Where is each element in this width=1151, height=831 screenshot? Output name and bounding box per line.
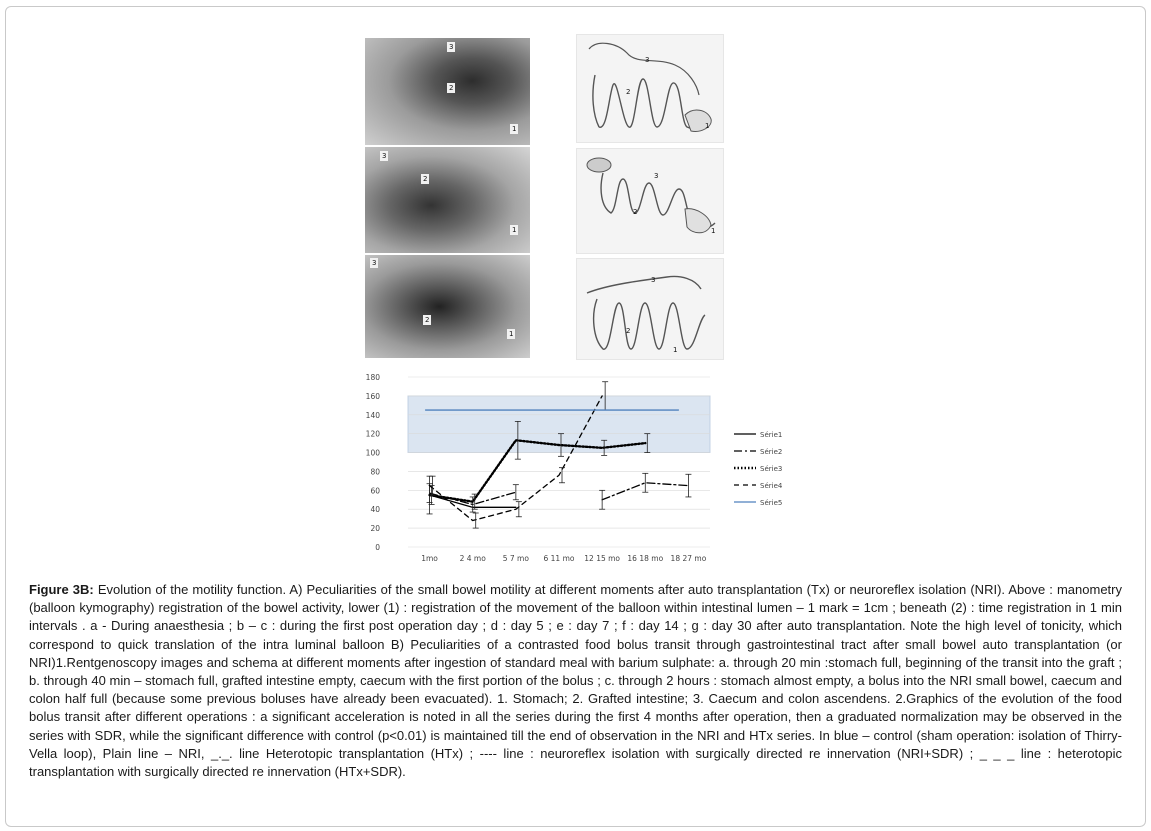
caption-label: Figure 3B: bbox=[29, 582, 94, 597]
caption-text: Evolution of the motility function. A) Peculiarities of the small bowel motility at different moments after auto transplantation (Tx) or neuroreflex isolation (NRI). Above : manometry (balloon kymography) registration of the bowel activity, lower (1) : registration of the movement of the balloon within intestinal lumen – 1 mark = 1cm ; beneath (2) : time registration in 1 min intervals . a - During anaesthesia ; b – c : during the first post operation day ; d : day 5 ; e : day 7 ; f : day 14 ; g : day 30 after auto transplantation. Note the high level of tonicity, which correspond to quick translation of the intra luminal balloon B) Peculiarities of a contrasted food bolus transit through gastrointestinal tract after small bowel auto transplantation (or NRI)1.Rentgenoscopy images and schema at different moments after ingestion of standard meal with barium sulphate: a. through 20 min :stomach full, beginning of the transit into the graft ; b. through 40 min – stomach full, grafted intestine empty, caecum with the first portion of the bolus ; c. through 2 hours : stomach almost empty, a bolus into the NRI small bowel, caecum and colon half full (because some previous boluses have already been evacuated). 1. Stomach; 2. Grafted intestine; 3. Caecum and colon ascendens. 2.Graphics of the evolution of the food bolus transit after different operations : a significant acceleration is noted in all the series during the first 4 months after operation, then a graduated normalization may be observed in the series with SDR, while the significant difference with control (p<0.01) is maintained till the end of observation in the NRI and HTx series. In blue – control (sham operation: isolation of Thirry-Vella loop), Plain line – NRI, _._. line Heterotopic transplantation (HTx) ; ---- line : neuroreflex isolation with surgically directed re innervation (NRI+SDR) ; _ _ _ line : heterotopic transplantation with surgically directed re innervation (HTx+SDR). bbox=[29, 582, 1122, 780]
label-stomach: 1 bbox=[512, 125, 517, 133]
schema-drawing-c bbox=[576, 258, 724, 360]
xray-image-b bbox=[365, 147, 530, 253]
y-tick-label: 100 bbox=[365, 448, 380, 458]
transit-chart bbox=[358, 366, 798, 566]
label-stomach: 1 bbox=[512, 226, 517, 234]
legend-label-série3: Série3 bbox=[760, 465, 783, 473]
schema-label-caecum: 3 bbox=[645, 56, 650, 64]
schema-label-graft: 2 bbox=[633, 208, 638, 216]
y-tick-label: 80 bbox=[370, 467, 380, 477]
schema-a-svg bbox=[577, 35, 723, 142]
schema-c-svg bbox=[577, 259, 723, 359]
legend-label-série1: Série1 bbox=[760, 431, 783, 439]
x-tick-label: 16 18 mo bbox=[627, 554, 664, 563]
schema-label-caecum: 3 bbox=[651, 276, 656, 284]
y-tick-label: 0 bbox=[375, 543, 380, 552]
label-caecum: 3 bbox=[372, 259, 377, 267]
y-tick-label: 20 bbox=[370, 524, 380, 534]
schema-label-stomach: 1 bbox=[711, 227, 716, 235]
schema-label-graft: 2 bbox=[626, 88, 631, 96]
legend-label-série5: Série5 bbox=[760, 499, 783, 507]
label-stomach: 1 bbox=[509, 330, 514, 338]
y-tick-label: 40 bbox=[370, 505, 380, 515]
x-tick-label: 2 4 mo bbox=[459, 554, 486, 563]
x-tick-label: 6 11 mo bbox=[543, 554, 575, 563]
y-tick-label: 60 bbox=[370, 486, 380, 496]
schema-drawing-b bbox=[576, 148, 724, 254]
label-graft: 2 bbox=[449, 84, 454, 92]
x-tick-label: 12 15 mo bbox=[584, 554, 621, 563]
y-tick-label: 180 bbox=[365, 373, 380, 382]
schema-label-caecum: 3 bbox=[654, 172, 659, 180]
xray-image-c bbox=[365, 255, 530, 358]
label-caecum: 3 bbox=[382, 152, 387, 160]
label-caecum: 3 bbox=[449, 43, 454, 51]
x-tick-label: 1mo bbox=[421, 554, 438, 563]
schema-label-stomach: 1 bbox=[673, 346, 678, 354]
schema-drawing-a bbox=[576, 34, 724, 143]
legend-label-série2: Série2 bbox=[760, 448, 783, 456]
schema-b-svg bbox=[577, 149, 723, 253]
figure-caption bbox=[29, 581, 1122, 781]
label-graft: 2 bbox=[425, 316, 430, 324]
legend-label-série4: Série4 bbox=[760, 482, 783, 490]
label-graft: 2 bbox=[423, 175, 428, 183]
y-tick-label: 140 bbox=[365, 410, 380, 420]
x-tick-label: 5 7 mo bbox=[502, 554, 529, 563]
xray-image-a bbox=[365, 38, 530, 145]
y-tick-label: 160 bbox=[365, 391, 380, 401]
schema-label-graft: 2 bbox=[626, 327, 631, 335]
schema-label-stomach: 1 bbox=[705, 122, 710, 130]
x-tick-label: 18 27 mo bbox=[670, 554, 707, 563]
y-tick-label: 120 bbox=[365, 429, 380, 439]
